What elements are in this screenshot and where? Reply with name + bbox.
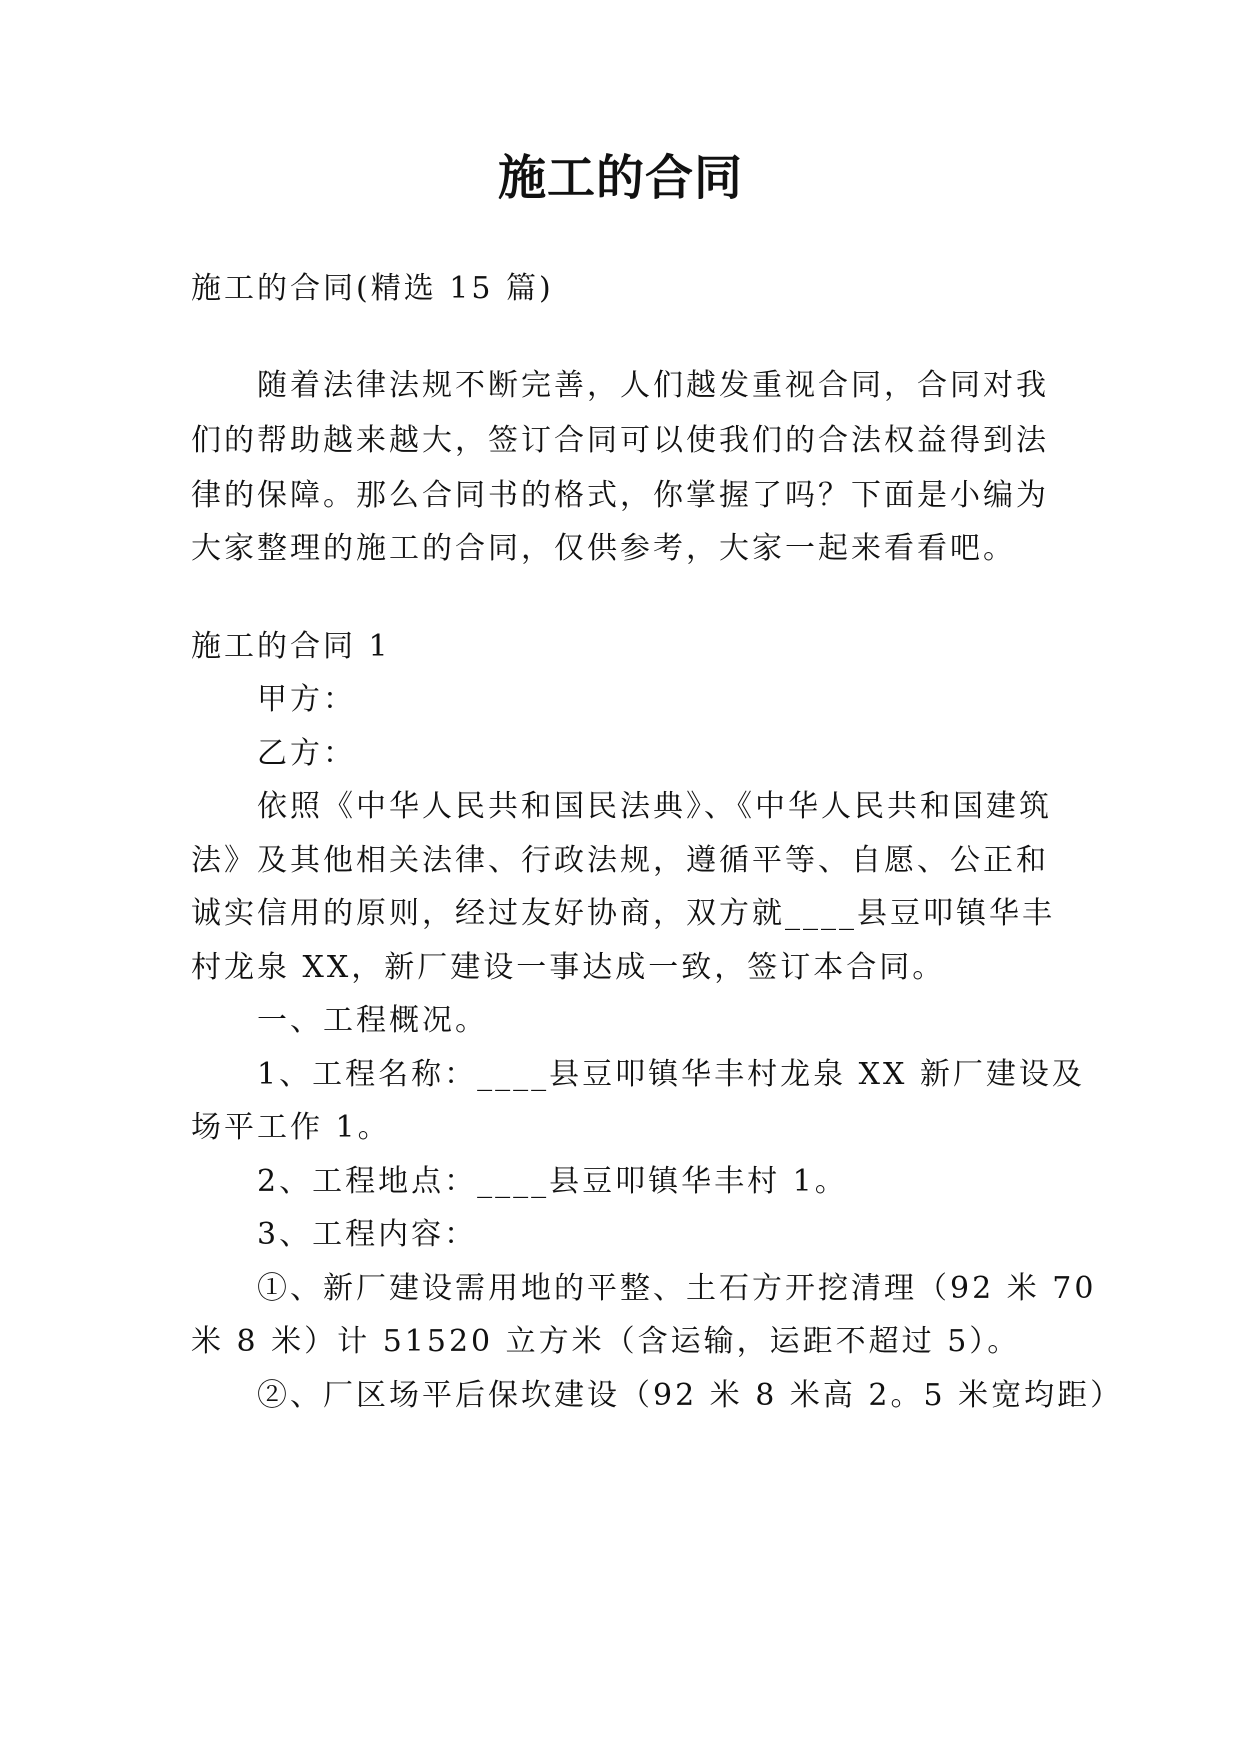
basis-line-1: 依照《中华人民共和国民法典》、《中华人民共和国建筑 [257, 789, 1052, 824]
intro-line-3: 律的保障。那么合同书的格式，你掌握了吗？下面是小编为 [191, 478, 1049, 513]
intro-line-2: 们的帮助越来越大，签订合同可以使我们的合法权益得到法 [191, 423, 1049, 458]
item1-line-1: 1、工程名称：____县豆叩镇华丰村龙泉 XX 新厂建设及 [257, 1057, 1085, 1092]
item1-line-2: 场平工作 1。 [191, 1110, 391, 1145]
item3-line: 3、工程内容： [257, 1217, 478, 1252]
item2-line: 2、工程地点：____县豆叩镇华丰村 1。 [257, 1164, 848, 1199]
document-title: 施工的合同 [497, 150, 743, 206]
section-heading: 施工的合同 1 [191, 629, 391, 664]
sub1-line-1: ①、新厂建设需用地的平整、土石方开挖清理（92 米 70 [257, 1271, 1097, 1306]
party-a-label: 甲方： [257, 682, 356, 717]
basis-line-3: 诚实信用的原则，经过友好协商，双方就____县豆叩镇华丰 [191, 896, 1055, 931]
sub1-line-2: 米 8 米）计 51520 立方米（含运输，运距不超过 5）。 [191, 1324, 1021, 1359]
basis-line-4: 村龙泉 XX，新厂建设一事达成一致，签订本合同。 [191, 950, 946, 985]
intro-line-1: 随着法律法规不断完善，人们越发重视合同，合同对我 [257, 368, 1049, 403]
overview-heading: 一、工程概况。 [257, 1003, 488, 1038]
party-b-label: 乙方： [257, 736, 356, 771]
intro-line-4: 大家整理的施工的合同，仅供参考，大家一起来看看吧。 [191, 531, 1016, 566]
basis-line-2: 法》及其他相关法律、行政法规，遵循平等、自愿、公正和 [191, 843, 1049, 878]
sub2-line: ②、厂区场平后保坎建设（92 米 8 米高 2。5 米宽均距） [257, 1378, 1124, 1413]
document-subtitle: 施工的合同(精选 15 篇) [191, 271, 554, 306]
